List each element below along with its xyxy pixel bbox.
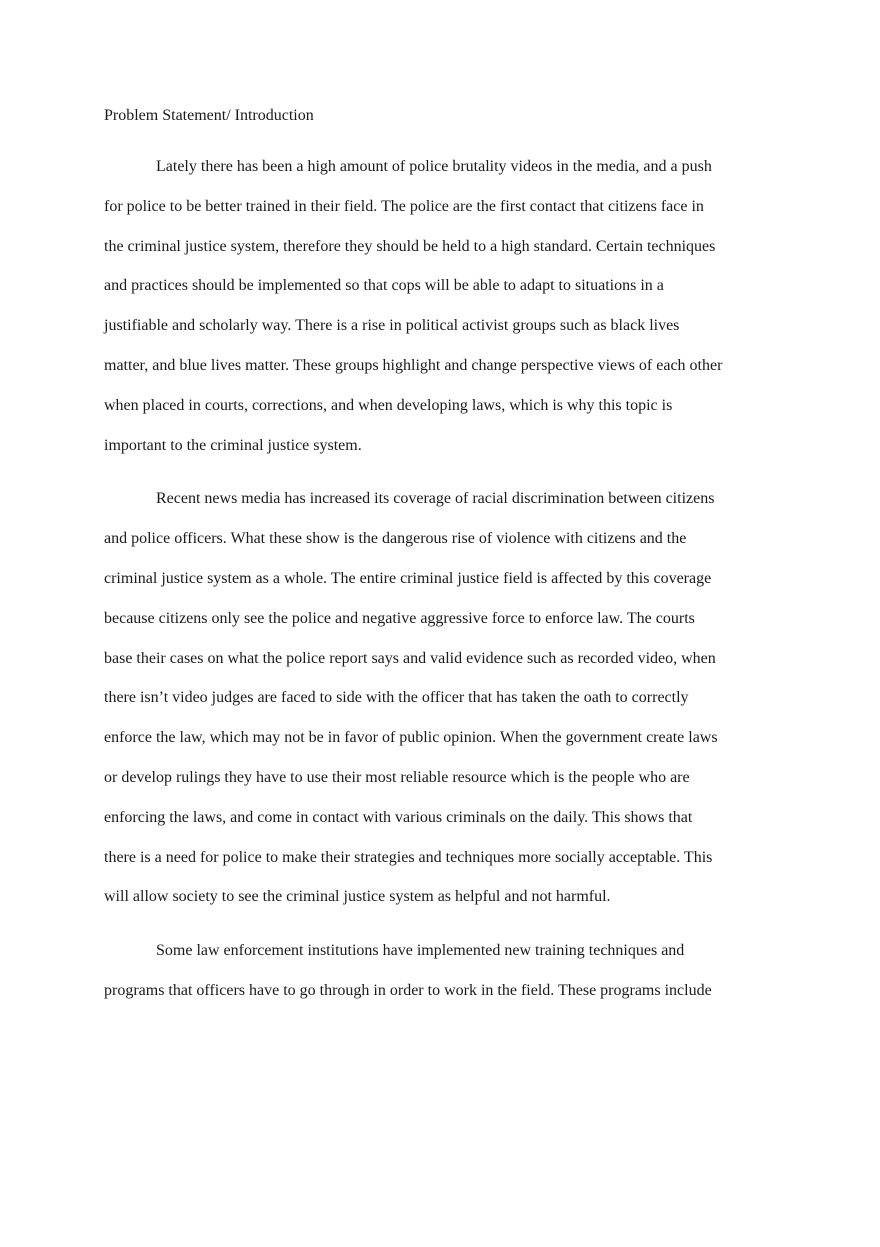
paragraph-line: when placed in courts, corrections, and when developing laws, which is why this topic is bbox=[104, 396, 673, 414]
paragraph-line: because citizens only see the police and negative aggressive force to enforce law. The courts bbox=[104, 609, 695, 627]
paragraph-line: criminal justice system as a whole. The entire criminal justice field is affected by this coverage bbox=[104, 569, 712, 587]
paragraph-line: will allow society to see the criminal justice system as helpful and not harmful. bbox=[104, 888, 611, 906]
paragraph-line: justifiable and scholarly way. There is a rise in political activist groups such as black lives bbox=[104, 317, 680, 335]
document-body bbox=[104, 104, 784, 1025]
paragraph-2 bbox=[104, 479, 784, 917]
section-heading: Problem Statement/ Introduction bbox=[104, 107, 314, 124]
paragraph-line: programs that officers have to go through in order to work in the field. These programs include bbox=[104, 981, 712, 999]
paragraph-line: there isn’t video judges are faced to side with the officer that has taken the oath to correctly bbox=[104, 689, 689, 707]
paragraph-line: Recent news media has increased its coverage of racial discrimination between citizens bbox=[156, 490, 715, 508]
paragraph-line: Lately there has been a high amount of police brutality videos in the media, and a push bbox=[156, 158, 712, 175]
paragraph-line: or develop rulings they have to use their most reliable resource which is the people who are bbox=[104, 768, 690, 786]
paragraph-line: and police officers. What these show is the dangerous rise of violence with citizens and the bbox=[104, 530, 687, 548]
paragraph-line: matter, and blue lives matter. These groups highlight and change perspective views of each other bbox=[104, 356, 723, 374]
paragraph-line: base their cases on what the police report says and valid evidence such as recorded video, when bbox=[104, 649, 716, 667]
paragraph-line: the criminal justice system, therefore they should be held to a high standard. Certain techniques bbox=[104, 237, 716, 255]
paragraph-line: and practices should be implemented so that cops will be able to adapt to situations in a bbox=[104, 277, 664, 295]
paragraph-3 bbox=[104, 931, 784, 1011]
paragraph-line: enforce the law, which may not be in favor of public opinion. When the government create laws bbox=[104, 729, 718, 747]
paragraph-line: enforcing the laws, and come in contact with various criminals on the daily. This shows that bbox=[104, 808, 693, 826]
paragraph-1 bbox=[104, 147, 784, 465]
paragraph-line: there is a need for police to make their strategies and techniques more socially acceptable. This bbox=[104, 848, 713, 866]
paragraph-line: important to the criminal justice system. bbox=[104, 436, 362, 454]
paragraph-line: Some law enforcement institutions have implemented new training techniques and bbox=[156, 942, 685, 960]
paragraph-line: for police to be better trained in their field. The police are the first contact that citizens face in bbox=[104, 197, 704, 215]
